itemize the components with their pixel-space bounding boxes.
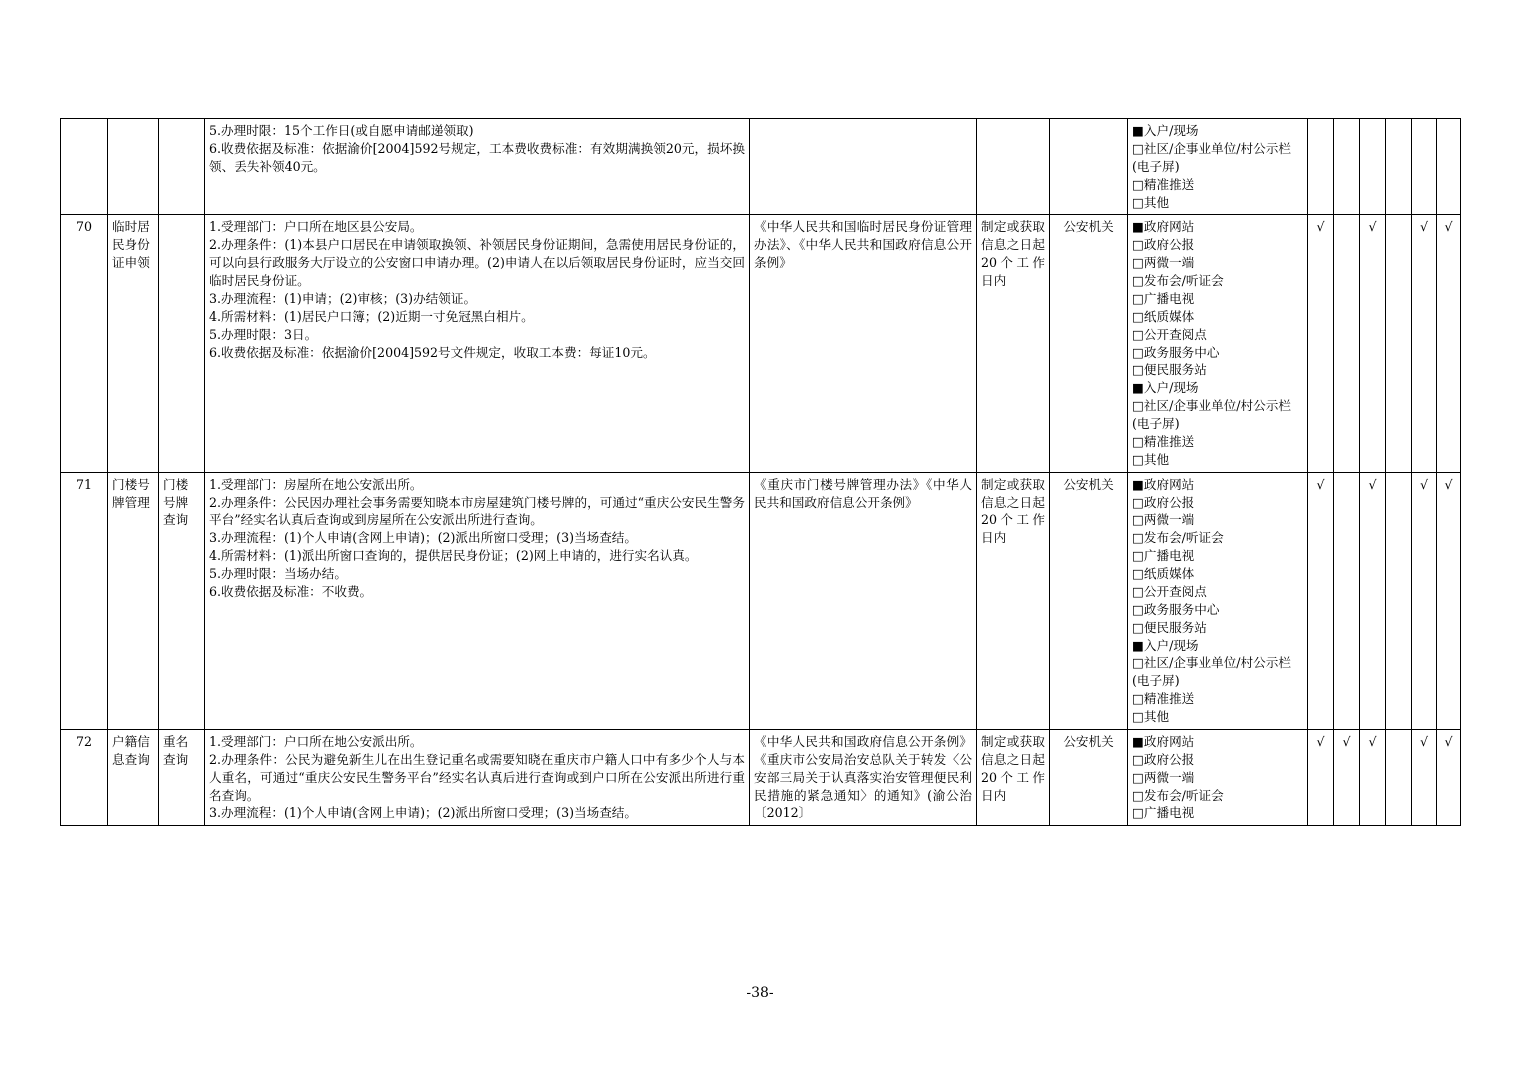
check-cell: √ — [1437, 472, 1461, 729]
channel-option[interactable]: □两微一端 — [1132, 512, 1195, 528]
channel-option[interactable]: □政务服务中心 — [1132, 601, 1220, 617]
row-item — [159, 215, 205, 472]
channel-option[interactable]: ■政府网站 — [1132, 733, 1195, 749]
check-cell — [1334, 215, 1360, 472]
check-cell: √ — [1308, 215, 1334, 472]
channel-option[interactable]: □便民服务站 — [1132, 619, 1207, 635]
channel-option[interactable]: □两微一端 — [1132, 255, 1195, 271]
row-category — [108, 119, 159, 215]
check-cell: √ — [1360, 215, 1386, 472]
content-line: 5.办理时限：15个工作日(或自愿申请邮递领取) — [209, 123, 474, 138]
content-line: 4.所需材料：(1)居民户口簿；(2)近期一寸免冠黑白相片。 — [209, 308, 534, 324]
row-channels — [1128, 729, 1308, 825]
row-org — [1050, 119, 1128, 215]
check-cell — [1360, 119, 1386, 215]
row-content — [205, 472, 750, 729]
row-channels — [1128, 215, 1308, 472]
row-content — [205, 729, 750, 825]
row-time: 制定或获取信息之日起20个工作日内 — [977, 472, 1050, 729]
channel-option[interactable]: □精准推送 — [1132, 176, 1195, 192]
content-line: 1.受理部门：房屋所在地公安派出所。 — [209, 476, 423, 492]
row-org: 公安机关 — [1050, 215, 1128, 472]
row-category: 临时居民身份证申领 — [108, 215, 159, 472]
row-org: 公安机关 — [1050, 729, 1128, 825]
content-line: 2.办理条件：公民因办理社会事务需要知晓本市房屋建筑门楼号牌的，可通过“重庆公安民生警务平台”经实名认真后查询或到房屋所在公安派出所进行查询。 — [209, 494, 745, 528]
channel-option[interactable]: □发布会/听证会 — [1132, 530, 1224, 546]
check-cell: √ — [1308, 472, 1334, 729]
row-category: 门楼号牌管理 — [108, 472, 159, 729]
content-line: 6.收费依据及标准：不收费。 — [209, 583, 373, 599]
page-number: -38- — [746, 985, 774, 1001]
channel-option[interactable]: □纸质媒体 — [1132, 308, 1195, 324]
channel-option[interactable]: □其他 — [1132, 194, 1170, 210]
row-time — [977, 119, 1050, 215]
channel-option[interactable]: □精准推送 — [1132, 433, 1195, 449]
check-cell — [1386, 729, 1412, 825]
row-number: 72 — [61, 729, 108, 825]
channel-option[interactable]: ■入户/现场 — [1132, 380, 1199, 396]
row-number: 70 — [61, 215, 108, 472]
channel-option[interactable]: □发布会/听证会 — [1132, 273, 1224, 288]
channel-option[interactable]: □发布会/听证会 — [1132, 787, 1224, 803]
row-number — [61, 119, 108, 215]
channel-option[interactable]: □便民服务站 — [1132, 362, 1207, 378]
content-line: 1.受理部门：户口所在地区县公安局。 — [209, 219, 423, 235]
table-row — [61, 472, 1461, 729]
row-number: 71 — [61, 472, 108, 729]
check-cell: √ — [1360, 472, 1386, 729]
check-cell: √ — [1360, 729, 1386, 825]
channel-option[interactable]: □政府公报 — [1132, 494, 1195, 510]
check-cell — [1334, 119, 1360, 215]
check-cell — [1412, 119, 1437, 215]
content-line: 3.办理流程：(1)申请；(2)审核；(3)办结领证。 — [209, 290, 477, 306]
check-cell: √ — [1437, 729, 1461, 825]
content-line: 3.办理流程：(1)个人申请(含网上申请)；(2)派出所窗口受理；(3)当场查结。 — [209, 805, 637, 821]
row-channels — [1128, 472, 1308, 729]
public-affairs-table — [60, 118, 1461, 826]
table-row — [61, 215, 1461, 472]
row-category: 户籍信息查询 — [108, 729, 159, 825]
row-basis: 《中华人民共和国政府信息公开条例》《重庆市公安局治安总队关于转发〈公安部三局关于认真落实治安管理便民利民措施的紧急通知〉的通知》(渝公治〔2012〕 — [750, 729, 977, 825]
row-item — [159, 119, 205, 215]
check-cell — [1386, 215, 1412, 472]
channel-option[interactable]: □社区/企事业单位/村公示栏(电子屏) — [1132, 140, 1291, 174]
channel-option[interactable]: □公开查阅点 — [1132, 583, 1207, 599]
row-time: 制定或获取信息之日起20个工作日内 — [977, 729, 1050, 825]
channel-option[interactable]: □公开查阅点 — [1132, 326, 1207, 342]
row-content — [205, 215, 750, 472]
check-cell — [1386, 119, 1412, 215]
check-cell: √ — [1412, 215, 1437, 472]
row-basis — [750, 119, 977, 215]
content-line: 4.所需材料：(1)派出所窗口查询的，提供居民身份证；(2)网上申请的，进行实名认真。 — [209, 548, 698, 564]
content-line: 1.受理部门：户口所在地公安派出所。 — [209, 733, 423, 749]
channel-option[interactable]: □其他 — [1132, 451, 1170, 467]
row-item: 门楼号牌查询 — [159, 472, 205, 729]
content-line: 6.收费依据及标准：依据渝价[2004]592号文件规定，收取工本费：每证10元。 — [209, 344, 656, 360]
channel-option[interactable]: ■入户/现场 — [1132, 637, 1199, 653]
check-cell: √ — [1412, 472, 1437, 729]
table-row — [61, 729, 1461, 825]
check-cell — [1308, 119, 1334, 215]
channel-option[interactable]: □广播电视 — [1132, 290, 1195, 306]
check-cell — [1386, 472, 1412, 729]
content-line: 2.办理条件：公民为避免新生儿在出生登记重名或需要知晓在重庆市户籍人口中有多少个人与本人重名，可通过“重庆公安民生警务平台”经实名认真后进行查询或到户口所在公安派出所进行重名查询。 — [209, 751, 745, 803]
check-cell: √ — [1437, 215, 1461, 472]
channel-option[interactable]: □广播电视 — [1132, 548, 1195, 564]
channel-option[interactable]: ■政府网站 — [1132, 476, 1195, 492]
channel-option[interactable]: ■入户/现场 — [1132, 123, 1199, 138]
channel-option[interactable]: ■政府网站 — [1132, 219, 1195, 235]
content-line: 6.收费依据及标准：依据渝价[2004]592号规定，工本费收费标准：有效期满换领20元，损坏换领、丢失补领40元。 — [209, 140, 745, 174]
check-cell — [1437, 119, 1461, 215]
channel-option[interactable]: □精准推送 — [1132, 691, 1195, 707]
content-line: 5.办理时限：当场办结。 — [209, 566, 347, 581]
channel-option[interactable]: □广播电视 — [1132, 805, 1195, 821]
check-cell — [1334, 472, 1360, 729]
check-cell: √ — [1308, 729, 1334, 825]
row-org: 公安机关 — [1050, 472, 1128, 729]
channel-option[interactable]: □其他 — [1132, 709, 1170, 724]
channel-option[interactable]: □纸质媒体 — [1132, 566, 1195, 581]
channel-option[interactable]: □社区/企事业单位/村公示栏(电子屏) — [1132, 655, 1291, 689]
content-line: 2.办理条件：(1)本县户口居民在申请领取换领、补领居民身份证期间，急需使用居民身份证的，可以向县行政服务大厅设立的公安窗口申请办理。(2)申请人在以后领取居民身份证时，应当交回临时居民身份证。 — [209, 237, 745, 288]
table-row — [61, 119, 1461, 215]
row-item: 重名查询 — [159, 729, 205, 825]
row-channels — [1128, 119, 1308, 215]
row-basis: 《中华人民共和国临时居民身份证管理办法》、《中华人民共和国政府信息公开条例》 — [750, 215, 977, 472]
channel-option[interactable]: □两微一端 — [1132, 769, 1195, 785]
channel-option[interactable]: □政府公报 — [1132, 751, 1195, 767]
channel-option[interactable]: □政务服务中心 — [1132, 344, 1220, 360]
channel-option[interactable]: □政府公报 — [1132, 237, 1195, 253]
content-line: 5.办理时限：3日。 — [209, 326, 318, 342]
check-cell: √ — [1412, 729, 1437, 825]
content-line: 3.办理流程：(1)个人申请(含网上申请)；(2)派出所窗口受理；(3)当场查结。 — [209, 530, 637, 546]
row-time: 制定或获取信息之日起20个工作日内 — [977, 215, 1050, 472]
channel-option[interactable]: □社区/企事业单位/村公示栏(电子屏) — [1132, 398, 1291, 431]
check-cell: √ — [1334, 729, 1360, 825]
row-basis: 《重庆市门楼号牌管理办法》《中华人民共和国政府信息公开条例》 — [750, 472, 977, 729]
row-content — [205, 119, 750, 215]
